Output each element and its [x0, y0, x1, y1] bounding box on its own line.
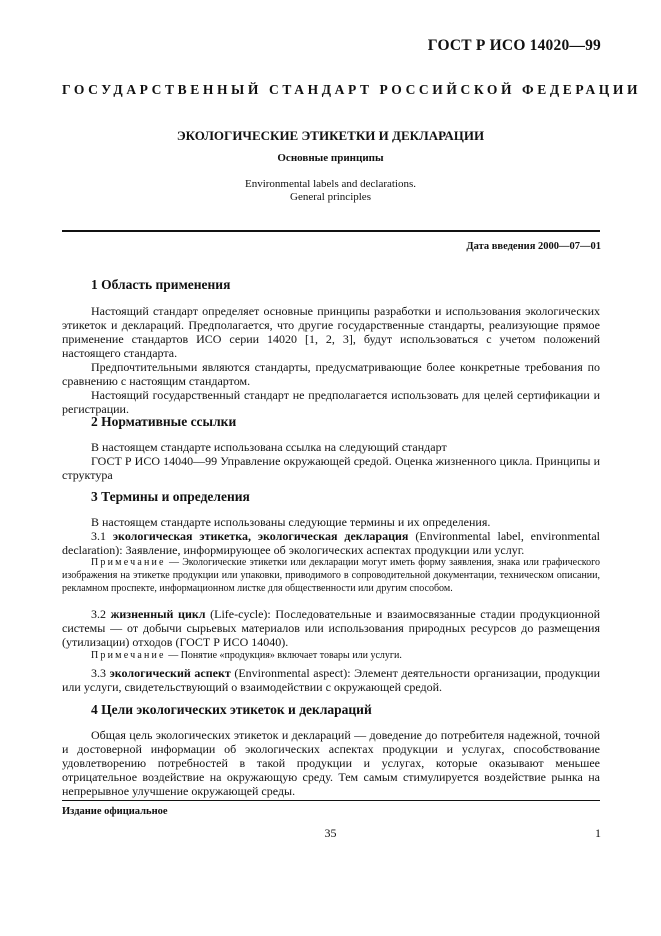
english-title-line2: General principles	[290, 191, 371, 203]
section-4-heading: 4 Цели экологических этикеток и деклараций	[91, 702, 372, 717]
section-1-paragraph-3: Настоящий государственный стандарт не предполагается использовать для целей сертификации и регистрации.	[62, 388, 600, 416]
note-1-label: Примечание	[91, 557, 166, 568]
note-2	[62, 649, 600, 662]
section-3-paragraph-1: В настоящем стандарте использованы следующие термины и их определения.	[91, 515, 491, 529]
official-edition-label: Издание официальное	[62, 806, 168, 817]
section-3-intro	[62, 515, 600, 557]
term-3-3	[62, 666, 600, 694]
english-title-line1: Environmental labels and declarations.	[244, 178, 417, 190]
term-3-2	[62, 607, 600, 649]
section-1-paragraph-2: Предпочтительными являются стандарты, предусматривающие более конкретные требования по сравнению с настоящим стандартом.	[62, 360, 600, 388]
section-1-body	[62, 304, 600, 416]
section-2-paragraph-1: В настоящем стандарте использована ссылка на следующий стандарт	[91, 440, 447, 454]
document-code: ГОСТ Р ИСО 14020—99	[427, 37, 601, 54]
english-title	[0, 178, 661, 204]
term-3-2-definition: (Life-cycle): Последовательные и взаимосвязанные стадии продукционной системы — от добычи сырьевых материалов или использования природных ресурсов до размещения (утилизации) отходов (ГОСТ Р ИСО 14040).	[62, 607, 601, 649]
term-3-1-name: экологическая этикетка, экологическая декларация	[112, 529, 409, 543]
section-1-heading: 1 Область применения	[91, 277, 231, 292]
page-number: 35	[324, 826, 337, 840]
term-3-3-name: экологический аспект	[109, 666, 231, 680]
term-3-3-block	[62, 666, 600, 694]
section-4-paragraph-1: Общая цель экологических этикеток и деклараций — доведение до потребителя надежной, точной и достоверной информации об экологических аспектах продукции и услугах, способствование удовлетворению потребностей в такой продукции и услугах, которые оказывают меньшее отрицательное воздействие на окружающую среду. Тем самым стимулируется воздействие рынка на непрерывное улучшение окружающей среды.	[62, 728, 600, 798]
normative-reference: ГОСТ Р ИСО 14040—99 Управление окружающей средой. Оценка жизненного цикла. Принципы и структура	[62, 454, 600, 482]
section-2-body	[62, 440, 600, 482]
term-3-2-block	[62, 607, 600, 649]
state-standard-title: ГОСУДАРСТВЕННЫЙ СТАНДАРТ РОССИЙСКОЙ ФЕДЕРАЦИИ	[62, 82, 642, 97]
term-3-1-definition: (Environmental label, environmental declaration): Заявление, информирующее об экологических аспектах продукции или услуг.	[62, 529, 600, 557]
note-2-text: — Понятие «продукция» включает товары или услуги.	[168, 650, 402, 661]
section-4-body	[62, 728, 600, 798]
header-divider	[62, 230, 600, 232]
note-2-label: Примечание	[91, 650, 166, 661]
document-title: ЭКОЛОГИЧЕСКИЕ ЭТИКЕТКИ И ДЕКЛАРАЦИИ	[176, 128, 485, 143]
document-subtitle: Основные принципы	[277, 152, 384, 164]
term-3-1-number: 3.1	[91, 529, 106, 543]
page-index: 1	[595, 826, 601, 840]
term-3-3-definition: (Environmental aspect): Элемент деятельности организации, продукции или услуги, свидетельствующий о взаимодействии с окружающей средой.	[62, 666, 600, 694]
note-1-text: — Экологические этикетки или декларации могут иметь форму заявления, знака или графического изображения на этикетке продукции или упаковки, приводимого в сопроводительной документации, техническом описании, рекламном проспекте, информационном листке для общественности или другим способом.	[62, 557, 600, 594]
term-3-3-number: 3.3	[91, 666, 106, 680]
note-1	[62, 556, 600, 595]
term-3-2-number: 3.2	[91, 607, 106, 621]
section-3-heading: 3 Термины и определения	[91, 489, 250, 504]
footer-divider	[62, 800, 600, 801]
term-3-2-name: жизненный цикл	[110, 607, 206, 621]
section-1-paragraph-1: Настоящий стандарт определяет основные принципы разработки и использования экологических этикеток и деклараций. Предполагается, что другие государственные стандарты, реализующие прямое применение стандартов ИСО серии 14020 [1, 2, 3], будут использоваться с учетом положений настоящего стандарта.	[62, 304, 600, 360]
introduction-date: Дата введения 2000—07—01	[466, 241, 601, 252]
section-2-heading: 2 Нормативные ссылки	[91, 414, 237, 429]
term-3-1	[62, 529, 600, 557]
